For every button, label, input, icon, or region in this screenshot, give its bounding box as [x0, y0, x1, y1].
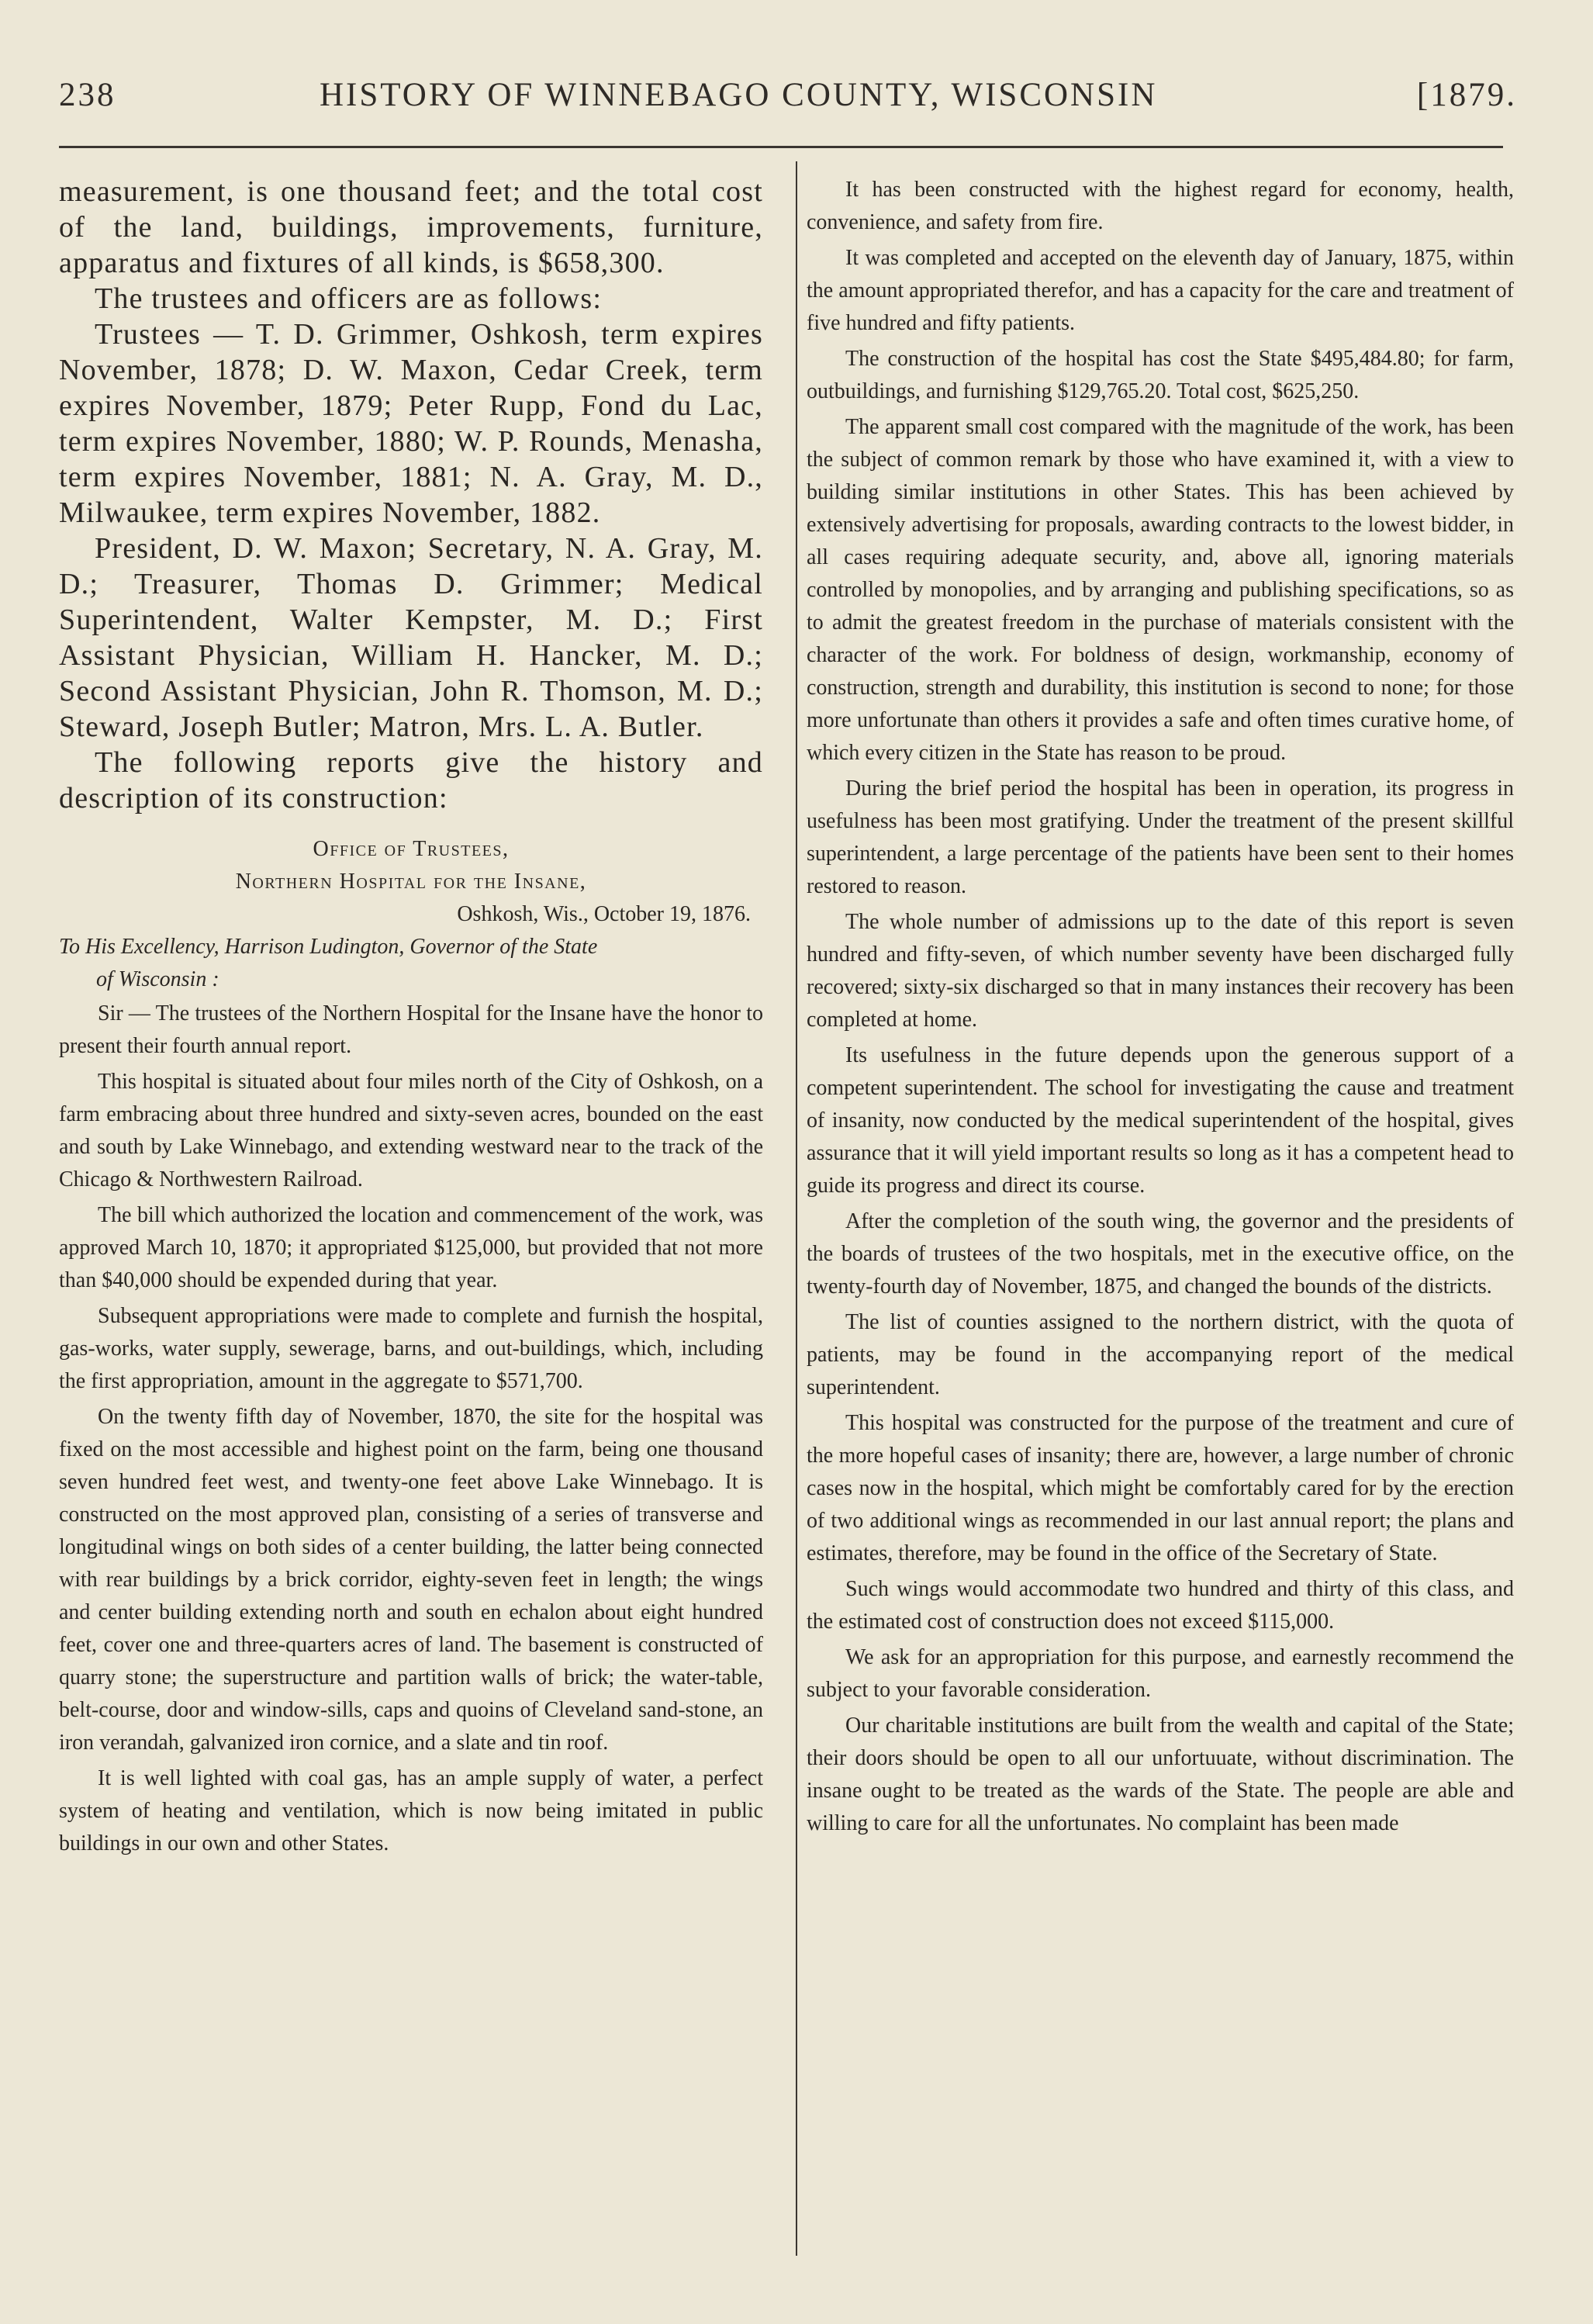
paragraph: During the brief period the hospital has been in operation, its progress in usefulness has been most gratifying. Under the treatment of the present skillful superintendent, a large percentage of the patients have been sent to their homes restored to reason. — [807, 776, 1514, 898]
page-number: 238 — [59, 77, 116, 113]
right-column — [807, 174, 1514, 1843]
paragraph: On the twenty fifth day of November, 1870, the site for the hospital was fixed on the most accessible and highest point on the farm, being one thousand seven hundred feet west, and twenty-one feet above Lake Winnebago. It is constructed on the most approved plan, consisting of a series of transverse and longitudinal wings on both sides of a center building, the latter being connected with rear buildings by a brick corridor, eighty-seven feet in length; the wings and center building extending north and south en echalon about eight hundred feet, cover one and three-quarters acres of land. The basement is constructed of quarry stone; the superstructure and partition walls of brick; the water-table, belt-course, door and window-sills, caps and quoins of Cleveland sand-stone, an iron verandah, galvanized iron cornice, and a slate and tin roof. — [59, 1405, 763, 1755]
column-divider — [796, 161, 797, 2256]
header-rule — [59, 146, 1503, 148]
running-header — [59, 68, 1517, 123]
paragraph: Such wings would accommodate two hundred and thirty of this class, and the estimated cost of construction does not exceed $115,000. — [807, 1577, 1514, 1634]
left-column — [59, 174, 763, 1863]
running-title: HISTORY OF WINNEBAGO COUNTY, WISCONSIN — [320, 77, 1158, 113]
letter-address — [59, 931, 763, 996]
paragraph: It was completed and accepted on the eleventh day of January, 1875, within the amount appropriated therefor, and has a capacity for the care and treatment of five hundred and fifty patients. — [807, 246, 1514, 335]
large-type-section — [59, 174, 763, 816]
paragraph: The apparent small cost compared with the magnitude of the work, has been the subject of common remark by those who have examined it, with a view to building similar institutions in other States. This has been achieved by extensively advertising for proposals, awarding contracts to the lowest bidder, in all cases requiring adequate security, and, above all, ignoring materials controlled by monopolies, and by arranging and publishing specifications, so as to admit the greatest freedom in the purchase of materials consistent with the character of the work. For boldness of design, workmanship, economy of construction, strength and durability, this institution is second to none; for those more unfortunate than others it provides a safe and often times curative home, of which every citizen in the State has reason to be proud. — [807, 415, 1514, 765]
letterhead-office: Office of Trustees, — [313, 837, 510, 861]
paragraph: Subsequent appropriations were made to complete and furnish the hospital, gas-works, water supply, sewerage, barns, and out-buildings, which, including the first appropriation, amount in the aggregate to $571,700. — [59, 1304, 763, 1393]
header-year: [1879. — [1416, 77, 1517, 113]
paragraph: The trustees and officers are as follows: — [95, 282, 603, 315]
paragraph: The bill which authorized the location and commencement of the work, was approved March 10, 1870; it appropriated $125,000, but provided that not more than $40,000 should be expended during that year. — [59, 1203, 763, 1292]
paragraph: Sir — The trustees of the Northern Hospital for the Insane have the honor to present their fourth annual report. — [59, 1001, 763, 1058]
letterhead-institution: Northern Hospital for the Insane, — [235, 870, 587, 894]
report-section — [59, 833, 763, 1860]
paragraph: measurement, is one thousand feet; and the total cost of the land, buildings, improvements, furniture, apparatus and fixtures of all kinds, is $658,300. — [59, 175, 763, 279]
letterhead-date: Oshkosh, Wis., October 19, 1876. — [457, 902, 751, 926]
paragraph: The following reports give the history and description of its construction: — [59, 746, 763, 814]
paragraph: The whole number of admissions up to the date of this report is seven hundred and fifty-seven, of which number seventy have been discharged fully recovered; sixty-six discharged so that in many instances their recovery has been completed at home. — [807, 910, 1514, 1032]
paragraph: Our charitable institutions are built from the wealth and capital of the State; their doors should be open to all our unfortuuate, without discrimination. The insane ought to be treated as the wards of the State. The people are able and willing to care for all the unfortunates. No complaint has been made — [807, 1714, 1514, 1835]
paragraph: This hospital is situated about four miles north of the City of Oshkosh, on a farm embracing about three hundred and sixty-seven acres, bounded on the east and south by Lake Winnebago, and extending westward near to the track of the Chicago & Northwestern Railroad. — [59, 1070, 763, 1191]
letterhead — [59, 833, 763, 931]
paragraph: After the completion of the south wing, the governor and the presidents of the boards of trustees of the two hospitals, met in the executive office, on the twenty-fourth day of November, 1875, and changed the bounds of the districts. — [807, 1209, 1514, 1299]
paragraph: The construction of the hospital has cost the State $495,484.80; for farm, outbuildings, and furnishing $129,765.20. Total cost, $625,250. — [807, 347, 1514, 403]
paragraph: It is well lighted with coal gas, has an ample supply of water, a perfect system of heating and ventilation, which is now being imitated in public buildings in our own and other States. — [59, 1766, 763, 1855]
paragraph: Trustees — T. D. Grimmer, Oshkosh, term expires November, 1878; D. W. Maxon, Cedar Creek, term expires November, 1879; Peter Rupp, Fond du Lac, term expires November, 1880; W. P. Rounds, Menasha, term expires November, 1881; N. A. Gray, M. D., Milwaukee, term expires November, 1882. — [59, 318, 763, 529]
address-line: To His Excellency, Harrison Ludington, Governor of the State — [59, 935, 598, 959]
paragraph: This hospital was constructed for the purpose of the treatment and cure of the more hopeful cases of insanity; there are, however, a large number of chronic cases now in the hospital, which might be comfortably cared for by the erection of two additional wings as recommended in our last annual report; the plans and estimates, therefore, may be found in the office of the Secretary of State. — [807, 1411, 1514, 1565]
paragraph: President, D. W. Maxon; Secretary, N. A. Gray, M. D.; Treasurer, Thomas D. Grimmer; Medical Superintendent, Walter Kempster, M. D.; First Assistant Physician, William H. Hancker, M. D.; Second Assistant Physician, John R. Thomson, M. D.; Steward, Joseph Butler; Matron, Mrs. L. A. Butler. — [59, 532, 763, 743]
paragraph: We ask for an appropriation for this purpose, and earnestly recommend the subject to your favorable consideration. — [807, 1645, 1514, 1702]
address-line: of Wisconsin : — [96, 967, 219, 991]
paragraph: The list of counties assigned to the northern district, with the quota of patients, may be found in the accompanying report of the medical superintendent. — [807, 1310, 1514, 1399]
paragraph: Its usefulness in the future depends upon the generous support of a competent superintendent. The school for investigating the cause and treatment of insanity, now conducted by the medical superintendent of the hospital, gives assurance that it will yield important results so long as it has a competent head to guide its progress and direct its course. — [807, 1043, 1514, 1198]
paragraph: It has been constructed with the highest regard for economy, health, convenience, and safety from fire. — [807, 178, 1514, 234]
